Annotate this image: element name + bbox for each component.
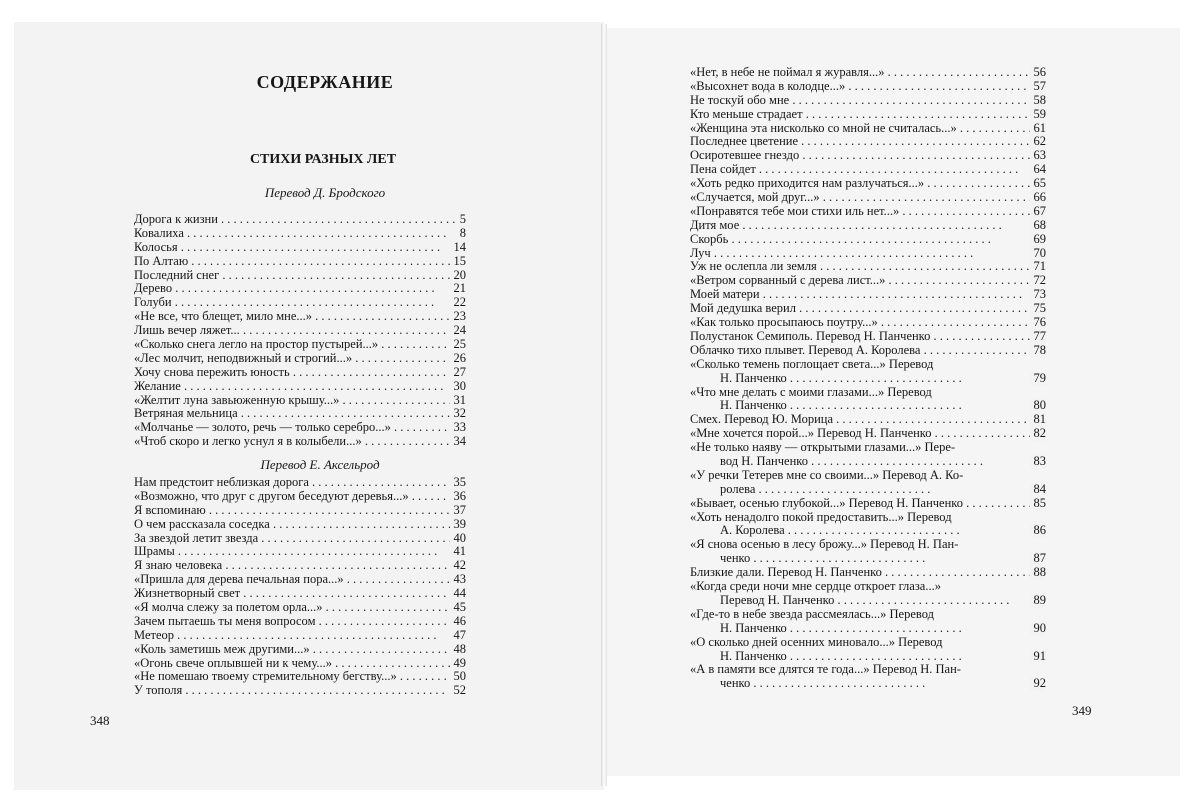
toc-entry-page: 37: [450, 504, 467, 518]
toc-entry: [134, 670, 466, 684]
toc-entry-title: Хочу снова пережить юность . .: [134, 366, 466, 380]
toc-entry-page: 92: [1030, 677, 1047, 691]
toc-entry: [134, 532, 466, 546]
toc-entry-page: 27: [450, 366, 467, 380]
toc-entry-title-continued: Н. Панченко . .: [690, 372, 1046, 386]
toc-entry: [690, 497, 1046, 511]
toc-entry: [690, 413, 1046, 427]
toc-title: СОДЕРЖАНИЕ: [256, 72, 394, 92]
toc-entry-page: 87: [1030, 552, 1047, 566]
toc-entry: [690, 663, 1046, 691]
toc-entry-page: 64: [1030, 163, 1047, 177]
toc-entry-page: 43: [450, 573, 467, 587]
page-number-left: 348: [90, 713, 110, 728]
toc-entry-title: «О сколько дней осенних миновало...» Перевод: [690, 635, 943, 649]
toc-entry: [134, 504, 466, 518]
toc-entry-title: Зачем пытаешь ты меня вопросом . .: [134, 615, 466, 629]
toc-entry: [690, 149, 1046, 163]
toc-entry-page: 68: [1030, 219, 1047, 233]
toc-entry: [690, 566, 1046, 580]
toc-entry-title: «Случается, мой друг...» . .: [690, 191, 1046, 205]
toc-entry-title: Дорога к жизни . .: [134, 213, 466, 227]
toc-entry-title-continued: вод Н. Панченко . .: [690, 455, 1046, 469]
toc-entry-page: 66: [1030, 191, 1047, 205]
toc-entry-page: 73: [1030, 288, 1047, 302]
toc-entry: [134, 421, 466, 435]
toc-entry: [134, 490, 466, 504]
toc-entry: [134, 587, 466, 601]
toc-entry: [134, 296, 466, 310]
toc-entry: [690, 247, 1046, 261]
toc-entry-title: «Не только наяву — открытыми глазами...» Пере-: [690, 441, 956, 455]
toc-entry-page: 34: [450, 435, 467, 449]
toc-entry-title: Последнее цветение . .: [690, 135, 1046, 149]
toc-entry-title: Близкие дали. Перевод Н. Панченко . .: [690, 566, 1046, 580]
toc-entry-title-continued: Н. Панченко . .: [690, 650, 1046, 664]
toc-entry-page: 45: [450, 601, 467, 615]
toc-entry-page: 58: [1030, 94, 1047, 108]
toc-entry: [690, 205, 1046, 219]
toc-entry-title: Не тоскуй обо мне . .: [690, 94, 1046, 108]
toc-entry: [690, 233, 1046, 247]
toc-entry: [134, 643, 466, 657]
toc-entry-page: 80: [1030, 399, 1047, 413]
page-number-right: 349: [1072, 703, 1092, 718]
toc-entry-page: 56: [1030, 66, 1047, 80]
toc-entry: [134, 573, 466, 587]
toc-entry-title: Жизнетворный свет . .: [134, 587, 466, 601]
toc-entry-page: 41: [450, 545, 467, 559]
toc-entry: [690, 358, 1046, 386]
toc-entry: [134, 629, 466, 643]
toc-entry-title: Дитя мое . .: [690, 219, 1046, 233]
toc-entry-title: Полустанок Семиполь. Перевод Н. Панченко . .: [690, 330, 1046, 344]
toc-entry-title: «Я молча слежу за полетом орла...» . .: [134, 601, 466, 615]
toc-entry-title: Кто меньше страдает . .: [690, 108, 1046, 122]
toc-entry: [134, 269, 466, 283]
toc-entry-page: 32: [450, 407, 467, 421]
toc-entry-page: 40: [450, 532, 467, 546]
toc-entry: [690, 469, 1046, 497]
toc-entry-title: «Нет, в небе не поймал я журавля...» . .: [690, 66, 1046, 80]
toc-entry-title: «Огонь свече оплывшей ни к чему...» . .: [134, 657, 466, 671]
toc-entry: [690, 219, 1046, 233]
toc-entry-title: «Как только просыпаюсь поутру...» . .: [690, 316, 1046, 330]
toc-entry-page: 77: [1030, 330, 1047, 344]
toc-entry-title: «Не все, что блещет, мило мне...» . .: [134, 310, 466, 324]
toc-entry-page: 15: [450, 255, 467, 269]
toc-entry-page: 22: [450, 296, 467, 310]
toc-entry-page: 25: [450, 338, 467, 352]
toc-entry: [690, 441, 1046, 469]
toc-entry-title: Последний снег . .: [134, 269, 466, 283]
toc-entry-page: 65: [1030, 177, 1047, 191]
toc-entry-page: 82: [1030, 427, 1047, 441]
toc-entry: [690, 316, 1046, 330]
toc-entry-title-continued: Н. Панченко . .: [690, 399, 1046, 413]
toc-entry-title: «Когда среди ночи мне сердце откроет глаза...»: [690, 580, 941, 594]
toc-entry: [690, 344, 1046, 358]
toc-entry-title: «Бывает, осенью глубокой...» Перевод Н. Панченко . .: [690, 497, 1046, 511]
toc-list-brodsky: [134, 213, 466, 449]
toc-entry-title: «Не помешаю твоему стремительному бегству...» . .: [134, 670, 466, 684]
toc-entry: [690, 108, 1046, 122]
toc-entry: [690, 135, 1046, 149]
toc-entry: [690, 94, 1046, 108]
toc-entry-page: 91: [1030, 650, 1047, 664]
toc-entry-page: 59: [1030, 108, 1047, 122]
toc-entry-title: «Что мне делать с моими глазами...» Перевод: [690, 385, 932, 399]
toc-entry-title: «Ветром сорванный с дерева лист...» . .: [690, 274, 1046, 288]
toc-entry: [134, 435, 466, 449]
toc-entry-page: 33: [450, 421, 467, 435]
toc-entry-page: 35: [450, 476, 467, 490]
toc-entry-page: 49: [450, 657, 467, 671]
toc-entry-title: «Возможно, что друг с другом беседуют деревья...» . .: [134, 490, 466, 504]
toc-entry-page: 69: [1030, 233, 1047, 247]
toc-entry-page: 23: [450, 310, 467, 324]
toc-entry-page: 44: [450, 587, 467, 601]
toc-entry: [134, 380, 466, 394]
toc-entry-page: 90: [1030, 622, 1047, 636]
toc-entry: [134, 601, 466, 615]
toc-entry: [690, 427, 1046, 441]
toc-entry-title: «Сколько снега легло на простор пустырей...» . .: [134, 338, 466, 352]
toc-entry: [134, 310, 466, 324]
toc-entry-title: Желание . .: [134, 380, 466, 394]
toc-entry-title: Ветряная мельница . .: [134, 407, 466, 421]
toc-entry: [690, 163, 1046, 177]
toc-entry-page: 81: [1030, 413, 1047, 427]
toc-entry-page: 63: [1030, 149, 1047, 163]
toc-entry-title: У тополя . .: [134, 684, 466, 698]
toc-entry: [690, 538, 1046, 566]
toc-entry-title: Шрамы . .: [134, 545, 466, 559]
toc-entry-title: Моей матери . .: [690, 288, 1046, 302]
toc-entry: [690, 580, 1046, 608]
toc-entry-page: 78: [1030, 344, 1047, 358]
toc-entry-title: «А в памяти все длятся те года...» Перевод Н. Пан-: [690, 663, 961, 677]
toc-entry-title: Голуби . .: [134, 296, 466, 310]
toc-entry: [134, 476, 466, 490]
toc-entry: [690, 511, 1046, 539]
toc-entry: [690, 177, 1046, 191]
toc-entry: [134, 282, 466, 296]
toc-entry-title: Лишь вечер ляжет... . .: [134, 324, 466, 338]
translator-heading: Перевод Е. Аксельрод: [260, 457, 380, 472]
toc-entry: [134, 394, 466, 408]
toc-entry-title-continued: ролева . .: [690, 483, 1046, 497]
toc-entry-title: «Пришла для дерева печальная пора...» . .: [134, 573, 466, 587]
toc-entry-title-continued: ченко . .: [690, 677, 1046, 691]
toc-entry-title: «Понравятся тебе мои стихи иль нет...» . .: [690, 205, 1046, 219]
toc-entry-title: Уж не ослепла ли земля . .: [690, 260, 1046, 274]
translator-heading: Перевод Д. Бродского: [264, 185, 386, 200]
toc-entry-page: 14: [450, 241, 467, 255]
toc-entry-title: Я знаю человека . .: [134, 559, 466, 573]
toc-entry-page: 71: [1030, 260, 1047, 274]
toc-entry-title: «Хоть редко приходится нам разлучаться...» . .: [690, 177, 1046, 191]
toc-entry-title: Колосья . .: [134, 241, 466, 255]
toc-entry-title: Осиротевшее гнездо . .: [690, 149, 1046, 163]
toc-entry-title: «Желтит луна завьюженную крышу...» . .: [134, 394, 466, 408]
toc-entry-page: 72: [1030, 274, 1047, 288]
toc-entry: [134, 559, 466, 573]
toc-entry: [134, 324, 466, 338]
toc-entry: [690, 636, 1046, 664]
toc-entry-title: «Хоть ненадолго покой предоставить...» Перевод: [690, 510, 952, 524]
toc-entry-page: 39: [450, 518, 467, 532]
toc-entry: [134, 407, 466, 421]
toc-entry-page: 20: [450, 269, 467, 283]
toc-entry-title-continued: Н. Панченко . .: [690, 622, 1046, 636]
toc-entry-page: 36: [450, 490, 467, 504]
toc-entry: [690, 386, 1046, 414]
toc-entry-title: Облачко тихо плывет. Перевод А. Королева . .: [690, 344, 1046, 358]
toc-entry-page: 21: [450, 282, 467, 296]
toc-entry: [134, 255, 466, 269]
toc-entry-page: 84: [1030, 483, 1047, 497]
toc-entry-title: Смех. Перевод Ю. Морица . .: [690, 413, 1046, 427]
toc-entry-page: 50: [450, 670, 467, 684]
toc-entry: [690, 191, 1046, 205]
toc-entry: [134, 227, 466, 241]
toc-entry-title: «Сколько темень поглощает света...» Перевод: [690, 357, 934, 371]
toc-entry: [690, 302, 1046, 316]
toc-entry-page: 86: [1030, 524, 1047, 538]
toc-entry-page: 47: [450, 629, 467, 643]
toc-entry: [690, 330, 1046, 344]
toc-entry-page: 89: [1030, 594, 1047, 608]
toc-entry-page: 83: [1030, 455, 1047, 469]
toc-entry: [690, 608, 1046, 636]
toc-list-right: [690, 66, 1046, 691]
toc-entry: [690, 260, 1046, 274]
toc-entry-title: «Женщина эта нисколько со мной не считалась...» . .: [690, 122, 1046, 136]
toc-entry-page: 30: [450, 380, 467, 394]
toc-entry: [134, 366, 466, 380]
toc-entry: [690, 80, 1046, 94]
toc-entry: [134, 545, 466, 559]
toc-entry: [690, 122, 1046, 136]
toc-entry-page: 24: [450, 324, 467, 338]
toc-entry: [134, 684, 466, 698]
toc-entry-page: 61: [1030, 122, 1047, 136]
toc-entry-page: 57: [1030, 80, 1047, 94]
toc-entry: [134, 657, 466, 671]
toc-entry-page: 5: [456, 213, 466, 227]
toc-entry: [690, 288, 1046, 302]
toc-entry-page: 48: [450, 643, 467, 657]
toc-list-akselrod: [134, 476, 466, 698]
toc-entry-page: 70: [1030, 247, 1047, 261]
toc-entry-title-continued: ченко . .: [690, 552, 1046, 566]
toc-entry-title: Мой дедушка верил . .: [690, 302, 1046, 316]
toc-entry: [690, 66, 1046, 80]
toc-entry-page: 67: [1030, 205, 1047, 219]
toc-entry-title: О чем рассказала соседка . .: [134, 518, 466, 532]
toc-entry: [690, 274, 1046, 288]
toc-entry-title: Луч . .: [690, 247, 1046, 261]
toc-entry-title: За звездой летит звезда . .: [134, 532, 466, 546]
toc-entry: [134, 241, 466, 255]
toc-entry-title: Ковалиха . .: [134, 227, 466, 241]
toc-entry-page: 31: [450, 394, 467, 408]
toc-entry-title: «Коль заметишь меж другими...» . .: [134, 643, 466, 657]
toc-entry: [134, 338, 466, 352]
toc-entry-title: «Чтоб скоро и легко уснул я в колыбели...» . .: [134, 435, 466, 449]
toc-entry-page: 75: [1030, 302, 1047, 316]
toc-entry-page: 62: [1030, 135, 1047, 149]
toc-entry-title-continued: Перевод Н. Панченко . .: [690, 594, 1046, 608]
toc-entry-title: «Мне хочется порой...» Перевод Н. Панченко . .: [690, 427, 1046, 441]
toc-entry-title: «Я снова осенью в лесу брожу...» Перевод Н. Пан-: [690, 538, 959, 552]
toc-entry-title: Пена сойдет . .: [690, 163, 1046, 177]
toc-entry: [134, 518, 466, 532]
toc-entry-page: 52: [450, 684, 467, 698]
toc-entry-title: Дерево . .: [134, 282, 466, 296]
book-spine: [601, 24, 607, 786]
toc-entry: [134, 352, 466, 366]
toc-entry-title: «Где-то в небе звезда рассмеялась...» Перевод: [690, 607, 934, 621]
section-title: СТИХИ РАЗНЫХ ЛЕТ: [249, 152, 397, 167]
toc-entry-title: Нам предстоит неблизкая дорога . .: [134, 476, 466, 490]
toc-entry: [134, 213, 466, 227]
toc-entry-title: Метеор . .: [134, 629, 466, 643]
toc-entry-title: «У речки Тетерев мне со своими...» Перевод А. Ко-: [690, 468, 964, 482]
toc-entry-title: По Алтаю . .: [134, 255, 466, 269]
toc-entry-page: 79: [1030, 372, 1047, 386]
toc-entry-title: «Лес молчит, неподвижный и строгий...» . .: [134, 352, 466, 366]
toc-entry-page: 46: [450, 615, 467, 629]
toc-entry-page: 85: [1030, 497, 1047, 511]
toc-entry-page: 88: [1030, 566, 1047, 580]
toc-entry-title: Я вспоминаю . .: [134, 504, 466, 518]
toc-entry-page: 8: [456, 227, 466, 241]
toc-entry-title: «Высохнет вода в колодце...» . .: [690, 80, 1046, 94]
toc-entry-title: «Молчанье — золото, речь — только серебро...» . .: [134, 421, 466, 435]
toc-entry-page: 42: [450, 559, 467, 573]
toc-entry-title-continued: А. Королева . .: [690, 524, 1046, 538]
toc-entry-page: 26: [450, 352, 467, 366]
toc-entry-title: Скорбь . .: [690, 233, 1046, 247]
toc-entry: [134, 615, 466, 629]
toc-entry-page: 76: [1030, 316, 1047, 330]
